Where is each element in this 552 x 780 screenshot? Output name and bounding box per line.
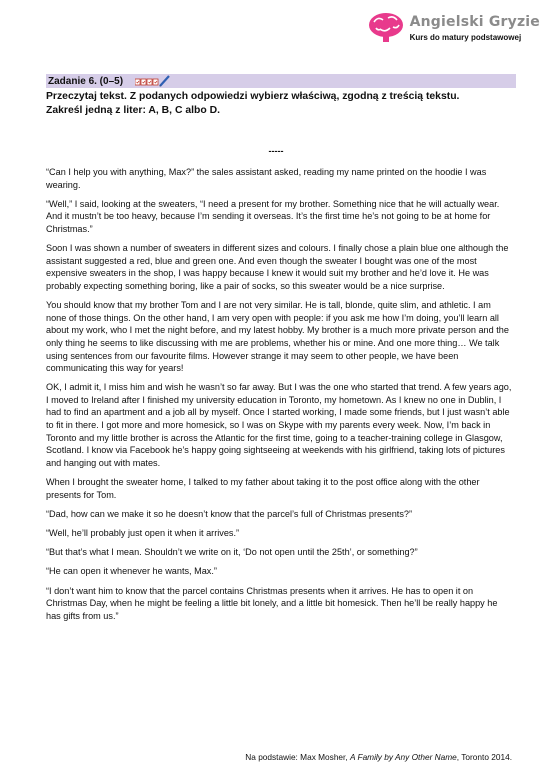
source-citation (245, 752, 512, 762)
source-suffix: , Toronto 2014. (456, 752, 512, 762)
story-text (46, 166, 512, 629)
story-paragraph: You should know that my brother Tom and I are not very similar. He is tall, blonde, quite slim, and athletic. I am none of those things. On the other hand, I am very open with people: if you ask me how I’m doing, you’ll learn all about my work, who I met the night before, and my latest hobby. My brother is a much more private person and the only thing he seems to like discussing with me are problems, whether his or mine. And one more thing… We talk using sentences from our favourite films. However strange it may seem to other people, we have been communicating this way for years! (46, 300, 509, 374)
brand-header (366, 10, 540, 44)
story-paragraph: “I don’t want him to know that the parcel contains Christmas presents when it arrives. He has to open it on Christmas Day, when he might be feeling a little bit lonely, and a little bit homesick. Then he’ll be really happy he has gifts from us.” (46, 585, 498, 621)
reading-tasks-pencil-icon (135, 75, 171, 87)
instruction-line-2: Zakreśl jedną z liter: A, B, C albo D. (46, 105, 220, 116)
separator: ----- (268, 146, 284, 156)
story-paragraph: When I brought the sweater home, I talked to my father about taking it to the post office along with the other presents for Tom. (46, 477, 480, 500)
instruction-line-1: Przeczytaj tekst. Z podanych odpowiedzi wybierz właściwą, zgodną z treścią tekstu. (46, 91, 460, 102)
task-instructions (46, 90, 526, 118)
task-label: Zadanie 6. (0–5) (48, 75, 124, 87)
story-paragraph: “Dad, how can we make it so he doesn’t know that the parcel’s full of Christmas presents?” (46, 508, 413, 519)
story-paragraph: “Well, he’ll probably just open it when it arrives.” (46, 528, 240, 538)
source-title: A Family by Any Other Name (349, 752, 457, 762)
story-paragraph: “Can I help you with anything, Max?” the sales assistant asked, reading my name printed on the hoodie I was wearing. (46, 167, 487, 190)
story-paragraph: OK, I admit it, I miss him and wish he wasn’t so far away. But I was the one who started that trend. A few years ago, I moved to Ireland after I finished my university education in Toronto, my hometown. As I knew no one in Dublin, I had to find an apartment and a job all by myself. Once I started working, I made some friends, but I just wasn’t able to fit in there. I got more and more homesick, so I was on Skype with my parents every week. Now, I’m back in Toronto and my little brother is across the Atlantic for the first time, going to a teacher-training college in Glasgow, Scotland. I know via Facebook he’s happy going sightseeing at weekends with his girlfriend, taking lots of pictures and hanging out with mates. (46, 382, 512, 468)
story-paragraph: “He can open it whenever he wants, Max.” (46, 566, 217, 577)
task-header-bar (46, 74, 516, 88)
story-paragraph: “But that’s what I mean. Shouldn’t we write on it, ‘Do not open until the 25th’, or something?” (46, 547, 418, 558)
story-paragraph: “Well,” I said, looking at the sweaters, “I need a present for my brother. Something nice that he will actually wear. And it mustn’t be too heavy, because I’m sending it overseas. It’s the first time he’s not going to be at home for Christmas.” (46, 198, 500, 234)
story-paragraph: Soon I was shown a number of sweaters in different sizes and colours. I finally chose a plain blue one although the assistant suggested a red, blue and green one. And even though the sweater I bought was one of the most expensive sweaters in the shop, I was happy because I knew it would suit my brother and he’d love it. He was probably expecting something boring, like a pair of socks, so this sweater would be a nice surprise. (46, 243, 509, 291)
brain-icon (366, 10, 406, 44)
brand-title: Angielski Gryzie (409, 14, 540, 30)
source-prefix: Na podstawie: Max Mosher, (245, 752, 350, 762)
brand-text (410, 10, 540, 42)
brand-subtitle: Kurs do matury podstawowej (409, 33, 522, 42)
